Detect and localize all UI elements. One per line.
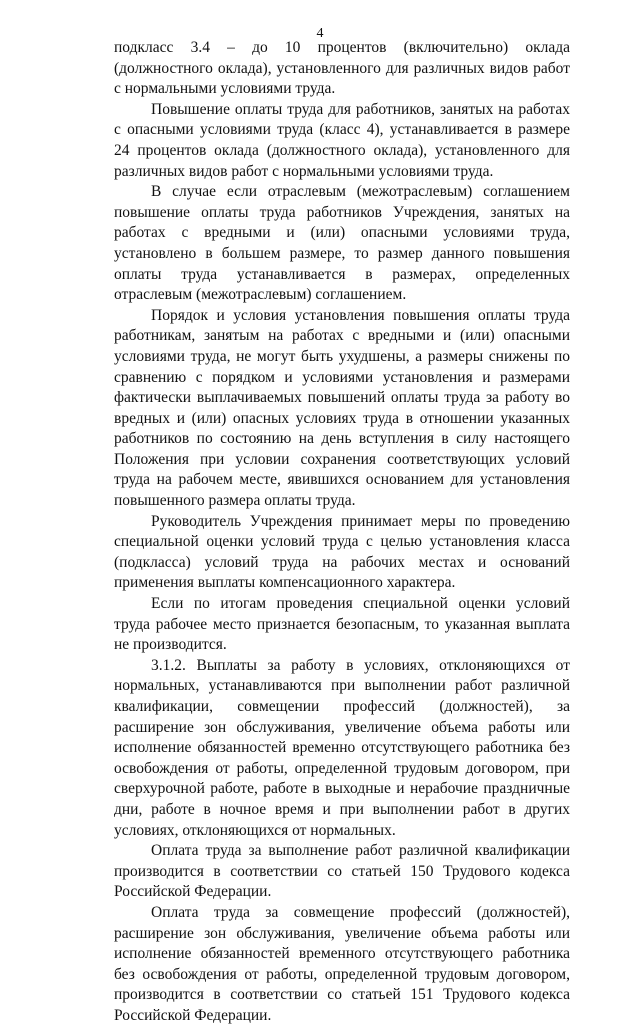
paragraph: 3.1.2. Выплаты за работу в условиях, отклоняющихся от нормальных, устанавливаются при выполнении работ различной квалификации, совмещении профессий (должностей), за расширение зон обслуживания, увеличение объема работы или исполнение обязанностей временно отсутствующего работника без освобождения от работы, определенной трудовым договором, при сверхурочной работе, работе в выходные и нерабочие праздничные дни, работе в ночное время и при выполнении работ в других условиях, отклоняющихся от нормальных. bbox=[114, 656, 570, 839]
paragraph: Руководитель Учреждения принимает меры по проведению специальной оценки условий труда с целью установления класса (подкласса) условий труда на рабочих местах и оснований применения выплаты компенсационного характера. bbox=[114, 512, 570, 592]
paragraph: Оплата труда за совмещение профессий (должностей), расширение зон обслуживания, увеличение объема работы или исполнение обязанностей временного отсутствующего работника без освобождения от работы, определенной трудовым договором, производится в соответствии со статьей 151 Трудового кодекса Российской Федерации. bbox=[114, 903, 570, 1024]
paragraph: Если по итогам проведения специальной оценки условий труда рабочее место признается безопасным, то указанная выплата не производится. bbox=[114, 595, 570, 654]
paragraph: подкласс 3.4 – до 10 процентов (включительно) оклада (должностного оклада), установленного для различных видов работ с нормальными условиями труда. bbox=[114, 39, 570, 98]
paragraph: Оплата труда за выполнение работ различной квалификации производится в соответствии со статьей 150 Трудового кодекса Российской Федерации. bbox=[114, 842, 570, 901]
paragraph: В случае если отраслевым (межотраслевым) соглашением повышение оплаты труда работников Учреждения, занятых на работах с вредными и (или) опасными условиями труда, установлено в большем размере, то размер данного повышения оплаты труда устанавливается в размерах, определенных отраслевым (межотраслевым) соглашением. bbox=[114, 183, 570, 304]
paragraph: Повышение оплаты труда для работников, занятых на работах с опасными условиями труда (класс 4), устанавливается в размере 24 процентов оклада (должностного оклада), установленного для различных видов работ с нормальными условиями труда. bbox=[114, 100, 570, 180]
document-body bbox=[114, 38, 570, 1027]
page-number: 4 bbox=[316, 26, 324, 41]
paragraph: Порядок и условия установления повышения оплаты труда работникам, занятым на работах с вредными и (или) опасными условиями труда, не могут быть ухудшены, а размеры снижены по сравнению с порядком и условиями установления и размерами фактически выплачиваемых повышений оплаты труда за работу во вредных и (или) опасных условиях труда в отношении указанных работников по состоянию на день вступления в силу настоящего Положения при условии сохранения соответствующих условий труда на рабочем месте, явившихся основанием для установления повышенного размера оплаты труда. bbox=[114, 306, 570, 510]
